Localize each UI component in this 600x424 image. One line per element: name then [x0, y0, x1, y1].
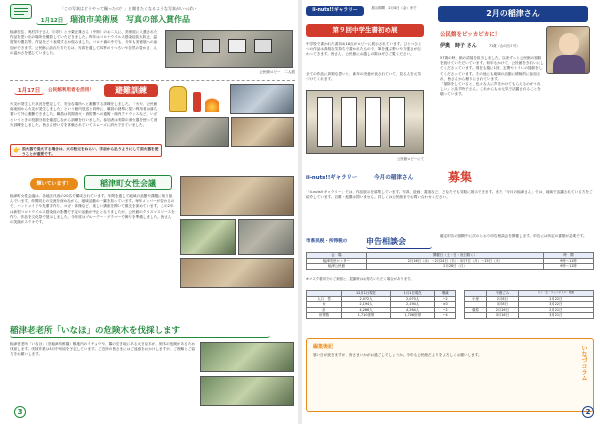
tax-header-venue: 会 場 [307, 253, 367, 259]
gallery-period: 展示期間 2月4日（金）まで [371, 6, 417, 10]
table-cell: −2 [435, 307, 456, 313]
table-cell: 2月8日 [487, 296, 519, 302]
table-cell: 稲津市民センター [307, 258, 367, 264]
tax-title: 申告相談会 [366, 234, 432, 249]
fire-illustration [165, 84, 225, 114]
fire-title: 避難訓練 [104, 84, 158, 97]
page-number-right: 2 [582, 406, 594, 418]
table-header: 増減 [435, 291, 456, 297]
avatar [559, 33, 579, 55]
art-title: 瑞浪市美術展 写真の部入賞作品 [70, 15, 190, 24]
column-box [306, 338, 594, 412]
fire-label: 公民館利用者を活用！ [48, 88, 94, 93]
tax-header-time: 時 間 [544, 253, 594, 259]
table-cell: 2月16日 [487, 307, 519, 313]
women-photo-1 [180, 176, 294, 216]
pointing-hand-icon: 👉 [13, 147, 21, 154]
tax-note: ※マスク着用でのご来館と、混雑時はお待ちいただく場合があります。 [306, 277, 414, 281]
table-row [307, 313, 456, 319]
recruit-body: 「ii-nuts!!ギャラリー」では、作品展示を募集しています。写真、絵画、書道など、どなたでも気軽に展示できます。また「今月の稲津さん」では、地域で活躍されている方をご紹介しています。自薦・他薦は問いません。詳しくは公民館までお問い合わせください。 [306, 190, 593, 200]
date-badge-art: 1月12日 [36, 16, 68, 25]
gallery-note: 全ての作品に真剣な思いと、新年の決意が表されていて、見る人を元気づけてくれます。 [306, 72, 421, 82]
divider [10, 80, 295, 81]
women-label: 輝いています！ [30, 178, 78, 190]
gallery-body: 中学校で書かれた書初め18点がロビーに展示されています。ひとつひとつの作品は真剣な気持ちで書かれたもので、筆を運ぶ勢いや力強さが伝わってきます。皆さん、公民館にお越しの際はぜひご覧ください。 [306, 42, 422, 57]
fire-note: 消火器で消火する場合は、火の粉元をねらい、手前から払うようにして消火器を使うことが重要です。 [22, 146, 159, 156]
table-cell: −2 [435, 296, 456, 302]
feb-portrait [546, 26, 590, 74]
table-cell: 2,194人 [342, 302, 391, 308]
table-header: 12月1日現在 [342, 291, 391, 297]
tax-label: 市県民税・所得税の [306, 239, 348, 244]
tree-title: 稲津老老所「いなほ」の危険木を伐採します [10, 324, 270, 338]
women-photo-3 [238, 219, 294, 255]
tree-body: 稲津老老所「いなほ」（旧稲津幼稚園）敷地内のイチョウや、隣の空き地にある大きな木が、倒木の危険があるため伐採します。伐採作業は3月中旬頃を予定しています。ご近所の皆さまにはご迷惑をおかけしますが、ご理解とご協力をお願いします。 [10, 342, 195, 357]
firefighter-icon [169, 86, 187, 112]
fire-extinguisher-icon [193, 92, 201, 112]
newspaper-icon [10, 4, 32, 19]
table-cell: 4,264人 [390, 307, 434, 313]
table-header: 不燃ごみ [487, 291, 519, 297]
women-title: 稲津町女性会議 [84, 175, 172, 190]
table-cell: 小里 [465, 296, 487, 302]
recruit-sub: 今月の稲津さん [374, 175, 414, 181]
fire-date: 1月17日 [14, 86, 44, 95]
fire-photo-extinguisher [231, 117, 294, 147]
women-photo-2 [180, 219, 236, 255]
art-photo-caption: 公民館ロビー 二人展 [259, 70, 295, 74]
gallery-photo-caption: 公民館ロビーにて [397, 157, 424, 161]
column-title: 編集後記 [313, 344, 334, 350]
feb-name: 伊奥 時子 さん [440, 43, 477, 49]
gallery-label: ii-nuts!!ギャラリー [306, 6, 364, 16]
feb-catch: 公民館をピッカピカに！ [440, 32, 501, 38]
table-cell: 3月8日 [487, 302, 519, 308]
table-cell: 世帯数 [307, 313, 342, 319]
table-cell: 計 [307, 307, 342, 313]
table-header: ビン・缶・ペットボトル・紙類 [518, 291, 593, 297]
table-cell: 人口 男 [307, 296, 342, 302]
table-cell: 女 [307, 302, 342, 308]
flame-icon [205, 96, 219, 112]
art-body: 稲津在住、奥村洋子さん（川折）と小栗正雄さん（中街）のお二人に、美術展に入選された作品を思い出の場所を撮影していただきました。昨年はコロナウイルス感染症拡大防止、温度知や題名等、作品をどう表現するか悩みました。コロナ禍の中でも、今年も美術展への参加ができます。公民館に訪れた方たちは、写真を通して四季のうつろいや自然の豊かさ、人の温かさを感じていました。 [10, 30, 158, 55]
gallery-photo-calligraphy [306, 90, 424, 154]
fire-body: 火災が発生した状況を想定して、安全な場所へと避難する訓練をしました。「火や、公民館南東面から火災が発生しました」という館内放送と同時に、職員の誘導に従い利用者は落ち着いて外に避難できました。職員は初期消火・消防署への通報・館内アナウンスなど、いざというときの役割分担を確認しながら訓練を行いました。参加者は実際の消火器を使って消火訓練をしました。皆さん使い方を体験されていてスムーズに消火できていました。 [10, 102, 158, 127]
table-cell: 2月16日（水）〜2月24日（木）・3月7日（月）〜15日（火） [367, 258, 544, 264]
tax-header-dates: 開催日（土・日・祝日除く） [367, 253, 544, 259]
table-cell: 3月22日 [518, 302, 593, 308]
table-cell: 2月28日（月） [367, 264, 544, 270]
table-cell: 1,710世帯 [342, 313, 391, 319]
tree-photo-2 [200, 376, 294, 406]
feb-title: 2月の稲津さん [438, 6, 588, 22]
page-right [300, 0, 600, 424]
table-cell: 2,070人 [390, 296, 434, 302]
table-cell: 2,194人 [390, 302, 434, 308]
fire-note-box [10, 144, 162, 157]
table-row [307, 264, 594, 270]
table-cell [465, 313, 487, 319]
table-cell: 2,072人 [342, 296, 391, 302]
table-cell: 1,706世帯 [390, 313, 434, 319]
tree-photo-1 [200, 342, 294, 372]
table-cell: 3月21日 [518, 313, 593, 319]
women-photo-4 [180, 258, 294, 288]
recruit-title: 募集 [447, 170, 472, 184]
table-cell: 2月21日 [518, 307, 593, 313]
page-number-left: 3 [14, 406, 26, 418]
table-cell: 9時〜11時 [544, 264, 594, 270]
table-cell: 稲津公民館 [307, 264, 367, 270]
table-cell: 4,266人 [342, 307, 391, 313]
gallery-title: 第９回中学生書初め展 [306, 24, 424, 37]
fire-photo-building [230, 84, 294, 114]
recruit-label: ii-nuts!!ギャラリー [306, 175, 358, 181]
table-cell: 9時〜11時 [544, 258, 594, 264]
table-header: 1月1日現在 [390, 291, 434, 297]
garbage-table [464, 290, 594, 322]
feb-body: 57歳の時、館の清掃を担当しました。以来ずっと公民館の掃除を続けていただいています。何年もかけて、公民館をきれいにしてくださっています。現在も週に1回、玄関やトイレの掃除をしてくださっています。その他にも地域の活動に積極的に参加され、皆さんから頼りにされています。 「掃除をしていると、色々な人に声をかけてもらえるのがうれしい」と話す時子さん。これからもお元気で活躍されることを願っています。 [440, 56, 544, 97]
population-table [306, 290, 456, 322]
table-cell: 3月16日 [487, 313, 519, 319]
tagline: 「この写真はどうやって撮ったの？」と聞きたくなるような写真がいっぱい [60, 6, 196, 11]
table-cell: 2月22日 [518, 296, 593, 302]
column-label: いなづコラム [580, 345, 587, 381]
tax-intro: 確定申告の期間中に次のとおり申告相談会を開催します。申告には所定の書類が必要です。 [440, 234, 587, 238]
table-row [465, 313, 594, 319]
column-body: 寒い日が続きますが、皆さまいかがお過ごしでしょうか。今年も公民館だよりをよろしくお願いします。 [313, 353, 482, 357]
fire-photo-drill [165, 117, 229, 147]
art-photo-exhibit [165, 30, 293, 68]
table-cell: ±0 [435, 302, 456, 308]
tax-table [306, 252, 594, 274]
feb-name-note: 71歳（山の田２号） [489, 44, 520, 48]
table-cell: −4 [435, 313, 456, 319]
table-cell: 萩原 [465, 307, 487, 313]
women-body: 稲津町女性会議は、各地区代表の20名で構成されています。年間を通して地域の話題や課題に取り組んでいます。仲間同士の交流を深めながら、地域活動の一翼を担っています。毎年メンバーが変わるので、ハンドメイドや先輩手作り、ヨガ・体操など、楽しい講座を開いて親交を深めています。この2年は新型コロナウイルス感染症の影響で予定の活動が中止となりましたが、公民館のクリスマスリースを作り、作品を文化祭で展示しました。今年度はブルーデー・グラマーで飾りを準備しました。皆さんの笑顔がステキです。 [10, 194, 175, 225]
